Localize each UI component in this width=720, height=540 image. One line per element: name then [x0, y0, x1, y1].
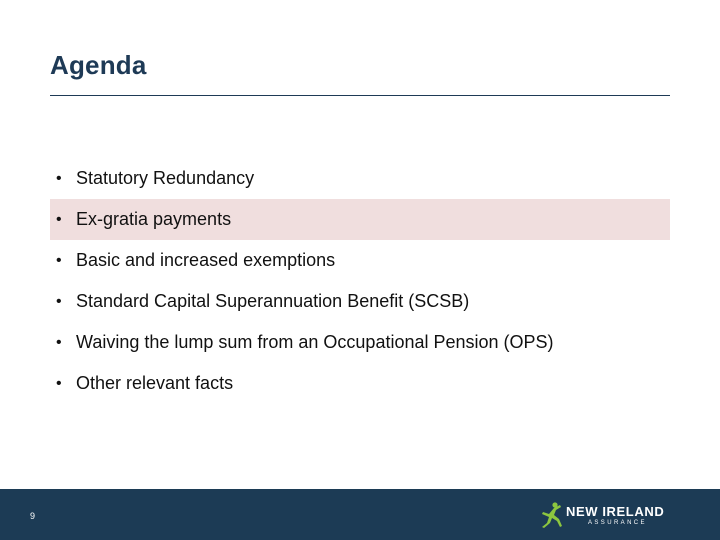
agenda-item-label: Ex-gratia payments [76, 209, 232, 229]
agenda-item-label: Basic and increased exemptions [76, 250, 336, 270]
agenda-item [50, 322, 670, 363]
footer-bar [0, 489, 720, 540]
title-divider [50, 95, 670, 96]
agenda-item-label: Standard Capital Superannuation Benefit (SCSB) [76, 291, 470, 311]
leaping-figure-icon [538, 501, 564, 529]
bullet: • [56, 252, 62, 269]
bullet: • [56, 375, 62, 392]
bullet: • [56, 293, 62, 310]
agenda-item-label: Waiving the lump sum from an Occupational Pension (OPS) [76, 332, 554, 352]
agenda-item [50, 240, 670, 281]
bullet: • [56, 170, 62, 187]
page-number: 9 [30, 511, 36, 521]
agenda-item-label: Other relevant facts [76, 373, 234, 393]
logo-subtitle: ASSURANCE [588, 520, 647, 526]
agenda-item [50, 158, 670, 199]
bullet: • [56, 334, 62, 351]
logo-wordmark: NEW IRELAND [566, 504, 665, 519]
agenda-item [50, 363, 670, 404]
company-logo [538, 501, 678, 531]
agenda-item-label: Statutory Redundancy [76, 168, 255, 188]
agenda-list [50, 158, 670, 404]
bullet: • [56, 211, 62, 228]
agenda-item-highlighted [50, 199, 670, 240]
agenda-item [50, 281, 670, 322]
slide-title: Agenda [50, 50, 147, 80]
